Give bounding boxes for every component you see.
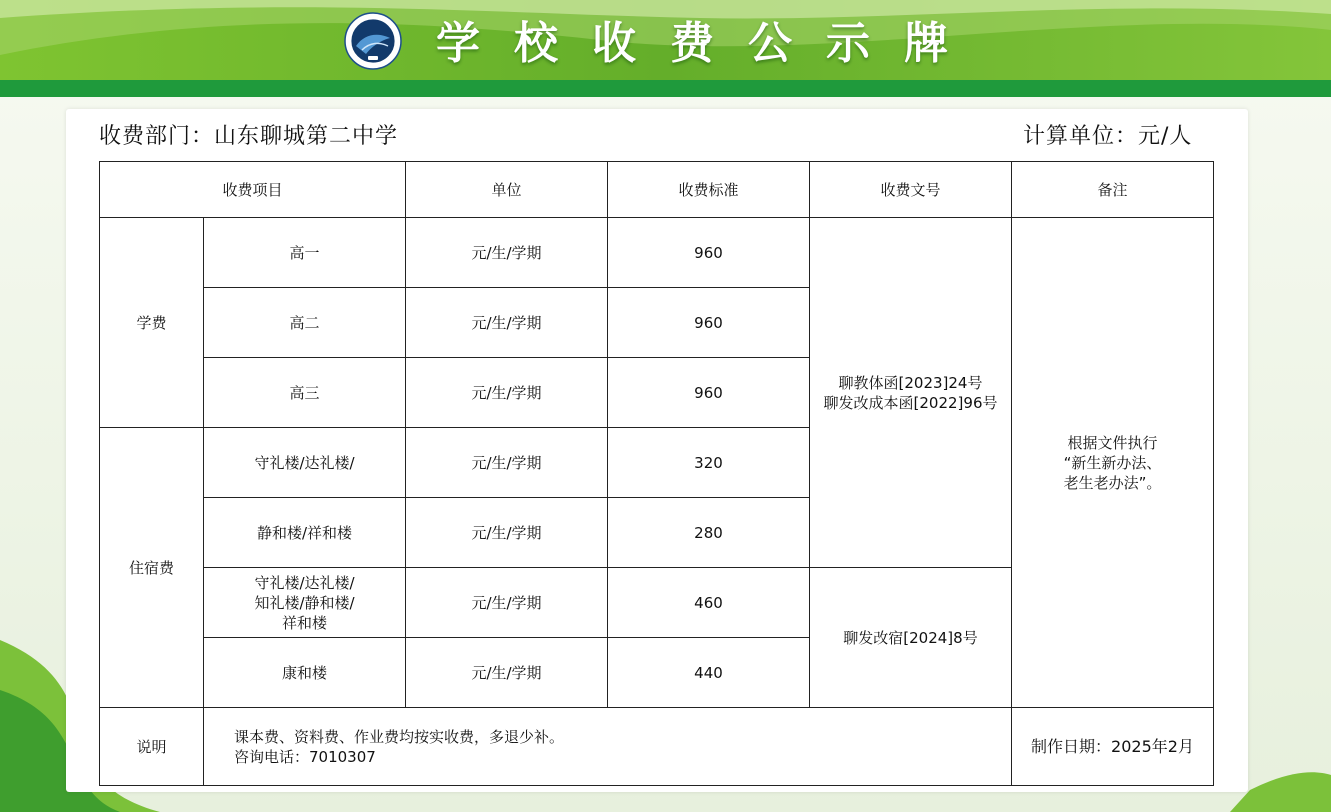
department-label: 收费部门： [99, 124, 215, 149]
remark-line: “新生新办法、 [1063, 453, 1162, 472]
row-amount: 320 [608, 428, 810, 498]
header-unit: 单位 [406, 162, 608, 218]
row-unit: 元/生/学期 [406, 568, 608, 638]
school-emblem-icon [344, 12, 402, 70]
doc-number-cell-1 [810, 218, 1012, 568]
doc-number-cell-2: 聊发改宿[2024]8号 [810, 568, 1012, 708]
row-amount: 960 [608, 358, 810, 428]
unit-value: 元/人 [1138, 124, 1193, 149]
table-header-row [100, 162, 1214, 218]
footer-date: 制作日期：2025年2月 [1012, 708, 1214, 786]
fee-table [99, 161, 1214, 786]
row-item: 静和楼/祥和楼 [204, 498, 406, 568]
row-unit: 元/生/学期 [406, 288, 608, 358]
remark-line: 根据文件执行 [1067, 433, 1158, 452]
footer-label: 说明 [100, 708, 204, 786]
remark-line: 老生老办法”。 [1063, 473, 1162, 492]
row-amount: 960 [608, 218, 810, 288]
header-remark: 备注 [1012, 162, 1214, 218]
department-name: 山东聊城第二中学 [214, 124, 399, 149]
group-tuition: 学费 [100, 218, 204, 428]
row-item: 高一 [204, 218, 406, 288]
header-banner [0, 0, 1331, 97]
header-fee-item: 收费项目 [100, 162, 406, 218]
footer-text [204, 708, 1012, 786]
header-doc-number: 收费文号 [810, 162, 1012, 218]
doc-number-line: 聊发改成本函[2022]96号 [823, 393, 998, 412]
row-item: 高三 [204, 358, 406, 428]
row-item-line: 守礼楼/达礼楼/ [254, 573, 355, 592]
row-unit: 元/生/学期 [406, 358, 608, 428]
row-amount: 460 [608, 568, 810, 638]
row-item: 守礼楼/达礼楼/ [204, 428, 406, 498]
footer-text-line: 咨询电话：7010307 [234, 747, 376, 766]
unit-info [1023, 120, 1192, 154]
remark-cell [1012, 218, 1214, 708]
page-title: 学校收费公示牌 [436, 18, 982, 69]
row-unit: 元/生/学期 [406, 218, 608, 288]
row-amount: 960 [608, 288, 810, 358]
row-item-line: 知礼楼/静和楼/ [254, 593, 355, 612]
table-row [100, 218, 1214, 288]
footer-text-line: 课本费、资料费、作业费均按实收费，多退少补。 [234, 727, 565, 746]
row-unit: 元/生/学期 [406, 428, 608, 498]
row-item: 高二 [204, 288, 406, 358]
row-unit: 元/生/学期 [406, 498, 608, 568]
footer-row [100, 708, 1214, 786]
header-standard: 收费标准 [608, 162, 810, 218]
row-unit: 元/生/学期 [406, 638, 608, 708]
row-amount: 440 [608, 638, 810, 708]
doc-number-line: 聊教体函[2023]24号 [838, 373, 983, 392]
row-item: 康和楼 [204, 638, 406, 708]
unit-label: 计算单位： [1023, 124, 1139, 149]
group-accommodation: 住宿费 [100, 428, 204, 708]
row-item-line: 祥和楼 [281, 613, 327, 632]
row-item [204, 568, 406, 638]
row-amount: 280 [608, 498, 810, 568]
department-info [99, 120, 398, 154]
